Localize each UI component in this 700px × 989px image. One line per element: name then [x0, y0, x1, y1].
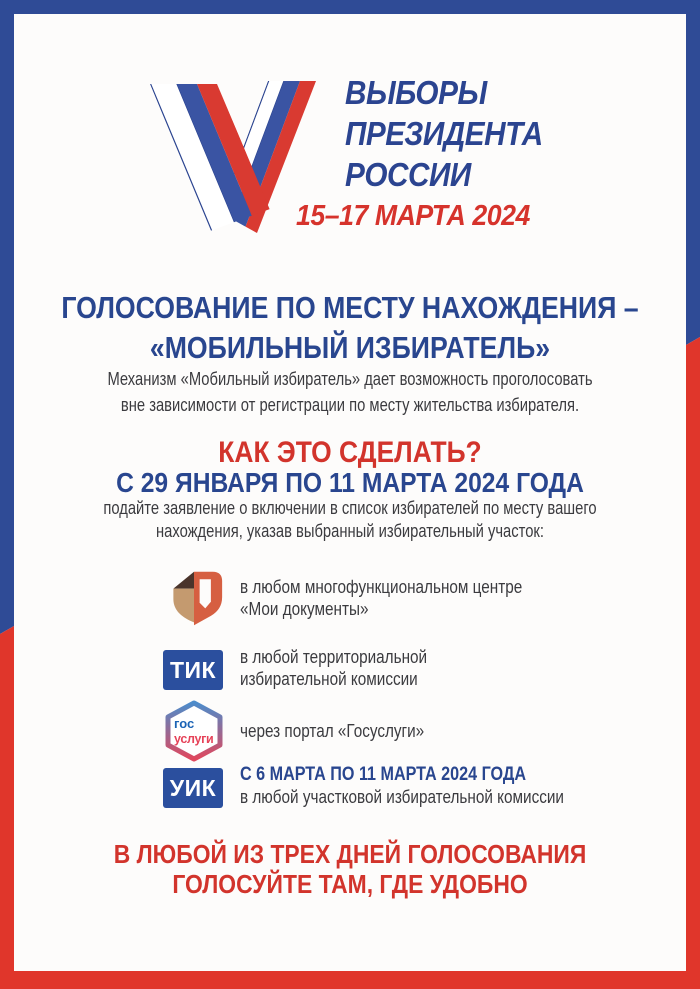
election-title-line2: ПРЕЗИДЕНТА — [345, 115, 543, 152]
main-heading-line2: «МОБИЛЬНЫЙ ИЗБИРАТЕЛЬ» — [149, 330, 551, 365]
option-uik-text — [240, 764, 564, 808]
option-uik-highlight: С 6 МАРТА ПО 11 МАРТА 2024 ГОДА — [240, 764, 527, 785]
election-title-line1: ВЫБОРЫ — [345, 74, 487, 111]
option-uik — [163, 762, 583, 808]
option-tik-text — [240, 646, 427, 690]
option-gosuslugi-line1: через портал «Госуслуги» — [240, 721, 425, 741]
election-title — [345, 72, 543, 195]
intro-line1: Механизм «Мобильный избиратель» дает возможность проголосовать — [107, 369, 593, 389]
main-heading — [49, 288, 651, 368]
intro-line2: вне зависимости от регистрации по месту жительства избирателя. — [120, 395, 580, 415]
option-uik-line1: в любой участковой избирательной комиссии — [240, 787, 564, 807]
moi-dokumenty-logo-icon — [163, 568, 225, 628]
footer-slogan-line2: ГОЛОСУЙТЕ ТАМ, ГДЕ УДОБНО — [172, 869, 528, 899]
election-dates: 15–17 МАРТА 2024 — [296, 200, 530, 232]
footer-slogan-line1: В ЛЮБОЙ ИЗ ТРЕХ ДНЕЙ ГОЛОСОВАНИЯ — [113, 839, 587, 869]
gosuslugi-logo-icon — [159, 700, 229, 762]
how-description — [63, 497, 637, 543]
option-mfc-text — [240, 576, 522, 628]
option-gosuslugi — [163, 698, 583, 762]
gosuslugi-logo-text2: услуги — [174, 732, 214, 746]
option-mfc — [163, 564, 583, 628]
option-gosuslugi-text — [240, 720, 424, 762]
election-title-line3: РОССИИ — [345, 156, 471, 193]
option-mfc-line2: «Мои документы» — [240, 599, 369, 619]
application-period-heading: С 29 ЯНВАРЯ ПО 11 МАРТА 2024 ГОДА — [116, 467, 584, 498]
how-description-line1: подайте заявление о включении в список избирателей по месту вашего — [103, 498, 597, 518]
uik-badge-icon: УИК — [163, 768, 223, 808]
how-description-line2: нахождения, указав выбранный избирательный участок: — [156, 521, 544, 541]
option-tik-line2: избирательной комиссии — [240, 669, 418, 689]
intro-paragraph — [63, 366, 637, 418]
how-question-heading: КАК ЭТО СДЕЛАТЬ? — [218, 436, 482, 469]
option-mfc-line1: в любом многофункциональном центре — [240, 577, 523, 597]
tik-badge-icon: ТИК — [163, 650, 223, 690]
footer-slogan — [42, 839, 658, 899]
main-heading-line1: ГОЛОСОВАНИЕ ПО МЕСТУ НАХОЖДЕНИЯ – — [61, 290, 639, 325]
option-tik-line1: в любой территориальной — [240, 647, 428, 667]
gosuslugi-logo-text1: гос — [174, 716, 195, 731]
option-tik — [163, 644, 583, 690]
